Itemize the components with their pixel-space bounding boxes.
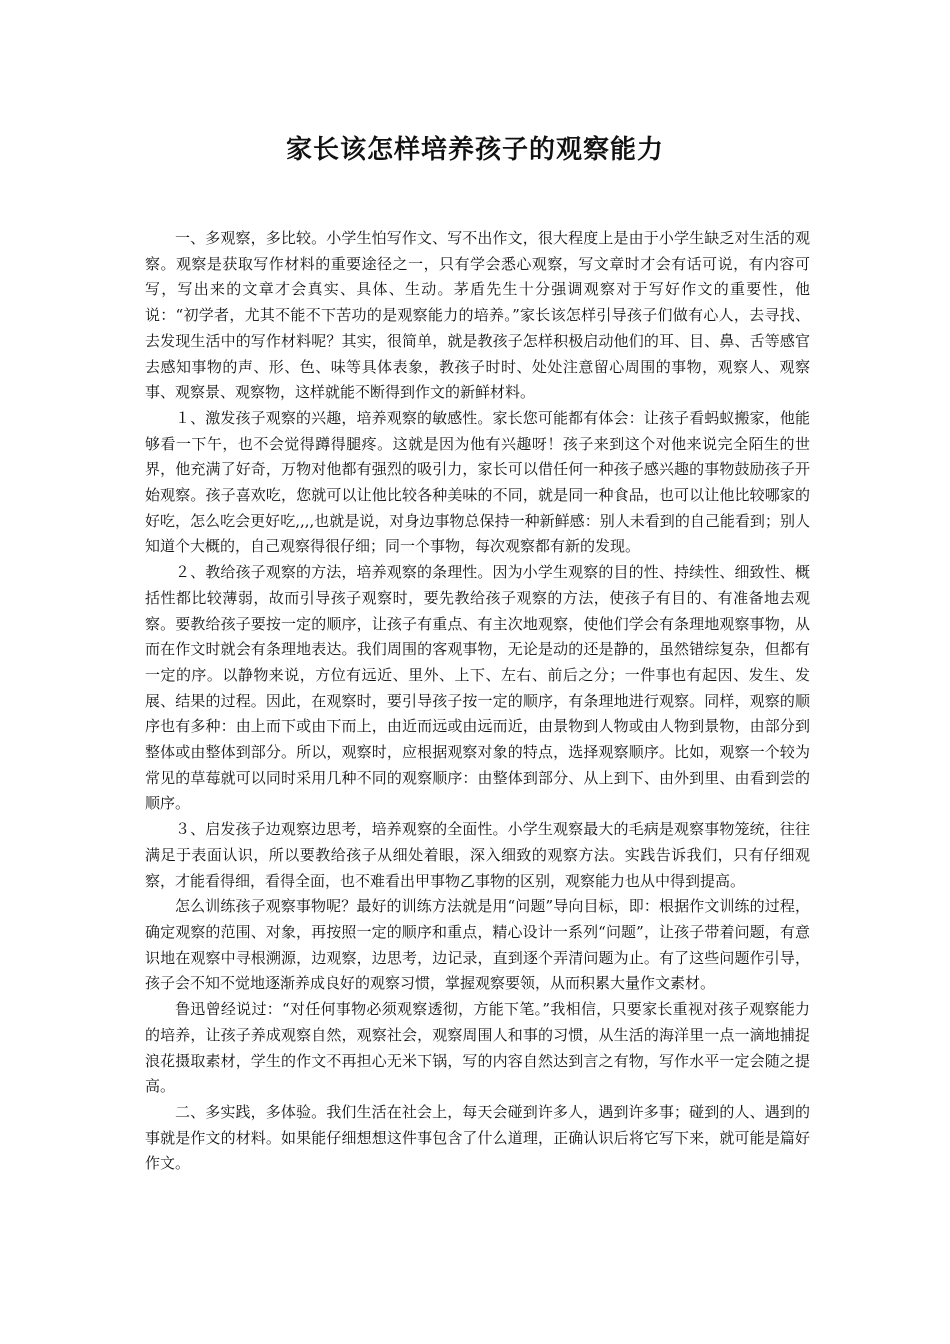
paragraph-observe-compare: 一、多观察，多比较。小学生怕写作文、写不出作文，很大程度上是由于小学生缺乏对生活的观察。观察是获取写作材料的重要途径之一，只有学会悉心观察，写文章时才会有话可说，有内容可写，写出来的文章才会真实、具体、生动。茅盾先生十分强调观察对于写好作文的重要性，他说：“初学者，尤其不能不下苦功的是观察能力的培养。”家长该怎样引导孩子们做有心人，去寻找、去发现生活中的写作材料呢？其实，很简单，就是教孩子怎样积极启动他们的耳、目、鼻、舌等感官去感知事物的声、形、色、味等具体表象，教孩子时时、处处注意留心周围的事物，观察人、观察事、观察景、观察物，这样就能不断得到作文的新鲜材料。 xyxy=(145,229,810,402)
paragraph-practice: 二、多实践，多体验。我们生活在社会上，每天会碰到许多人，遇到许多事；碰到的人、遇到的事就是作文的材料。如果能仔细想想这件事包含了什么道理，正确认识后将它写下来，就可能是篇好作文。 xyxy=(145,1102,810,1173)
paragraph-interest: １、激发孩子观察的兴趣，培养观察的敏感性。家长您可能都有体会：让孩子看蚂蚁搬家，他能够看一下午，也不会觉得蹲得腿疼。这就是因为他有兴趣呀！孩子来到这个对他来说完全陌生的世界，他充满了好奇，万物对他都有强烈的吸引力，家长可以借任何一种孩子感兴趣的事物鼓励孩子开始观察。孩子喜欢吃，您就可以让他比较各种美味的不同，就是同一种食品，也可以让他比较哪家的好吃，怎么吃会更好吃,,,,也就是说，对身边事物总保持一种新鲜感：别人未看到的自己能看到；别人知道个大概的，自己观察得很仔细；同一个事物，每次观察都有新的发现。 xyxy=(145,408,810,556)
document-body xyxy=(145,226,810,1177)
paragraph-thinking: ３、启发孩子边观察边思考，培养观察的全面性。小学生观察最大的毛病是观察事物笼统，往往满足于表面认识，所以要教给孩子从细处着眼，深入细致的观察方法。实践告诉我们，只有仔细观察，才能看得细，看得全面，也不难看出甲事物乙事物的区别，观察能力也从中得到提高。 xyxy=(145,820,810,890)
paragraph-method: ２、教给孩子观察的方法，培养观察的条理性。因为小学生观察的目的性、持续性、细致性、概括性都比较薄弱，故而引导孩子观察时，要先教给孩子观察的方法，使孩子有目的、有准备地去观察。要教给孩子要按一定的顺序，让孩子有重点、有主次地观察，使他们学会有条理地观察事物，从而在作文时就会有条理地表达。我们周围的客观事物，无论是动的还是静的，虽然错综复杂，但都有一定的序。以静物来说，方位有远近、里外、上下、左右、前后之分；一件事也有起因、发生、发展、结果的过程。因此，在观察时，要引导孩子按一定的顺序，有条理地进行观察。同样，观察的顺序也有多种：由上而下或由下而上，由近而远或由远而近，由景物到人物或由人物到景物，由部分到整体或由整体到部分。所以，观察时，应根据观察对象的特点，选择观察顺序。比如，观察一个较为常见的草莓就可以同时采用几种不同的观察顺序：由整体到部分、从上到下、由外到里、由看到尝的顺序。 xyxy=(145,563,810,813)
document-title: 家长该怎样培养孩子的观察能力 xyxy=(285,135,664,165)
paragraph-training: 怎么训练孩子观察事物呢？最好的训练方法就是用“问题”导向目标，即：根据作文训练的过程，确定观察的范围、对象，再按照一定的顺序和重点，精心设计一系列“问题”，让孩子带着问题，有意识地在观察中寻根溯源，边观察，边思考，边记录，直到逐个弄清问题为止。有了这些问题作引导，孩子会不知不觉地逐渐养成良好的观察习惯，掌握观察要领，从而积累大量作文素材。 xyxy=(145,897,810,993)
paragraph-luxun-quote: 鲁迅曾经说过：“对任何事物必须观察透彻，方能下笔。”我相信，只要家长重视对孩子观察能力的培养，让孩子养成观察自然，观察社会，观察周围人和事的习惯，从生活的海洋里一点一滴地捕捉浪花摄取素材，学生的作文不再担心无米下锅，写的内容自然达到言之有物，写作水平一定会随之提高。 xyxy=(145,1000,810,1096)
